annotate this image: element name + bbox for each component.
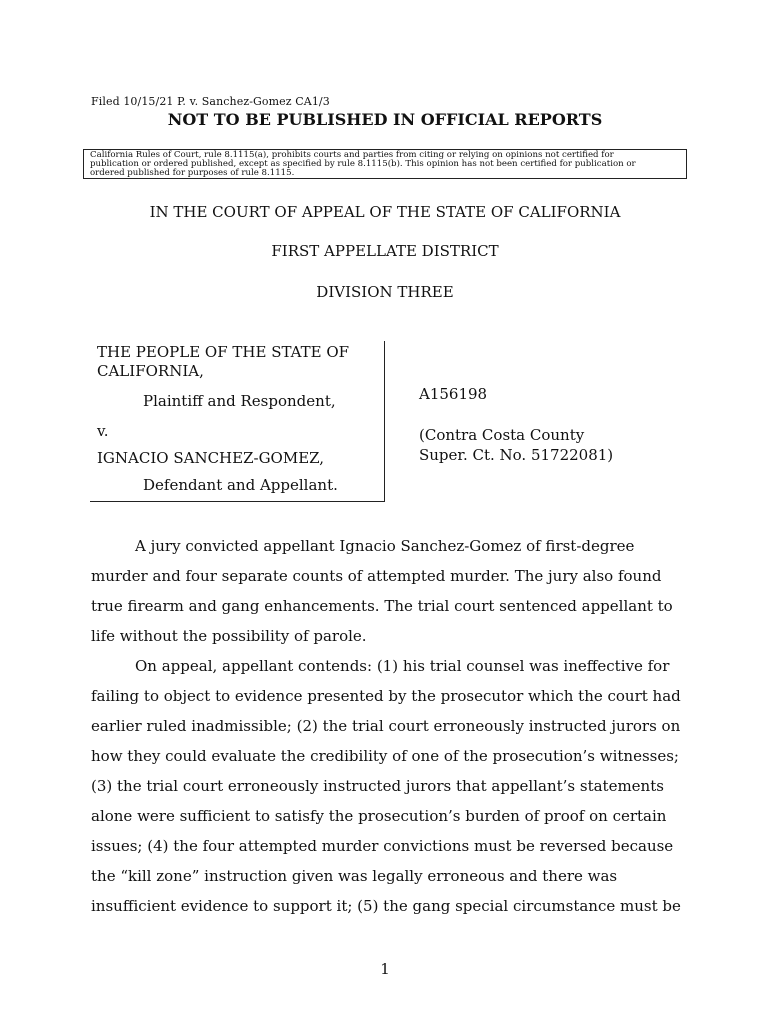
case-caption-parties (97, 343, 382, 494)
text-line: how they could evaluate the credibility of one of the prosecution’s witnesses; (91, 747, 679, 765)
trial-county: (Contra Costa County (419, 426, 585, 444)
plaintiff-role: Plaintiff and Respondent, (143, 392, 336, 410)
text-line: earlier ruled inadmissible; (2) the trial court erroneously instructed jurors on (91, 717, 681, 735)
text-line: failing to object to evidence presented by the prosecutor which the court had (91, 687, 681, 705)
text-line: issues; (4) the four attempted murder convictions must be reversed because (91, 837, 674, 855)
text-line: the “kill zone” instruction given was legally erroneous and there was (91, 867, 618, 885)
paragraph-2 (91, 651, 681, 681)
case-number: A156198 (419, 385, 488, 403)
text-line: A jury convicted appellant Ignacio Sanchez-Gomez of first-degree (135, 537, 635, 555)
versus: v. (97, 422, 109, 440)
division: DIVISION THREE (316, 283, 454, 301)
appellate-district: FIRST APPELLATE DISTRICT (271, 242, 499, 260)
defendant-name: IGNACIO SANCHEZ-GOMEZ, (97, 449, 325, 467)
publication-rule-notice (83, 149, 687, 179)
opinion-body (91, 531, 681, 921)
rule-notice-line: California Rules of Court, rule 8.1115(a), prohibits courts and parties from citing or relying on opinions not certified for (90, 150, 614, 160)
rule-notice-line: publication or ordered published, except as specified by rule 8.1115(b). This opinion has not been certified for publication or (90, 159, 636, 169)
plaintiff-name: THE PEOPLE OF THE STATE OF CALIFORNIA, (97, 343, 350, 380)
filed-line: Filed 10/15/21 P. v. Sanchez-Gomez CA1/3 (91, 95, 330, 108)
page-number: 1 (380, 960, 390, 978)
court-name: IN THE COURT OF APPEAL OF THE STATE OF CALIFORNIA (149, 203, 621, 221)
not-published-heading: NOT TO BE PUBLISHED IN OFFICIAL REPORTS (167, 110, 603, 129)
rule-notice-line: ordered published for purposes of rule 8.1115. (90, 168, 295, 178)
paragraph-1 (91, 531, 681, 561)
caption-vertical-rule (384, 341, 385, 501)
text-line: true firearm and gang enhancements. The trial court sentenced appellant to (91, 597, 673, 615)
text-line: (3) the trial court erroneously instructed jurors that appellant’s statements (91, 777, 664, 795)
text-line: murder and four separate counts of attempted murder. The jury also found (91, 567, 662, 585)
caption-horizontal-rule (90, 501, 385, 502)
superior-court-number: Super. Ct. No. 51722081) (419, 446, 614, 464)
text-line: On appeal, appellant contends: (1) his trial counsel was ineffective for (135, 657, 670, 675)
text-line: insufficient evidence to support it; (5) the gang special circumstance must be (91, 897, 681, 915)
text-line: alone were sufficient to satisfy the prosecution’s burden of proof on certain (91, 807, 667, 825)
defendant-role: Defendant and Appellant. (143, 476, 338, 494)
text-line: life without the possibility of parole. (91, 627, 367, 645)
